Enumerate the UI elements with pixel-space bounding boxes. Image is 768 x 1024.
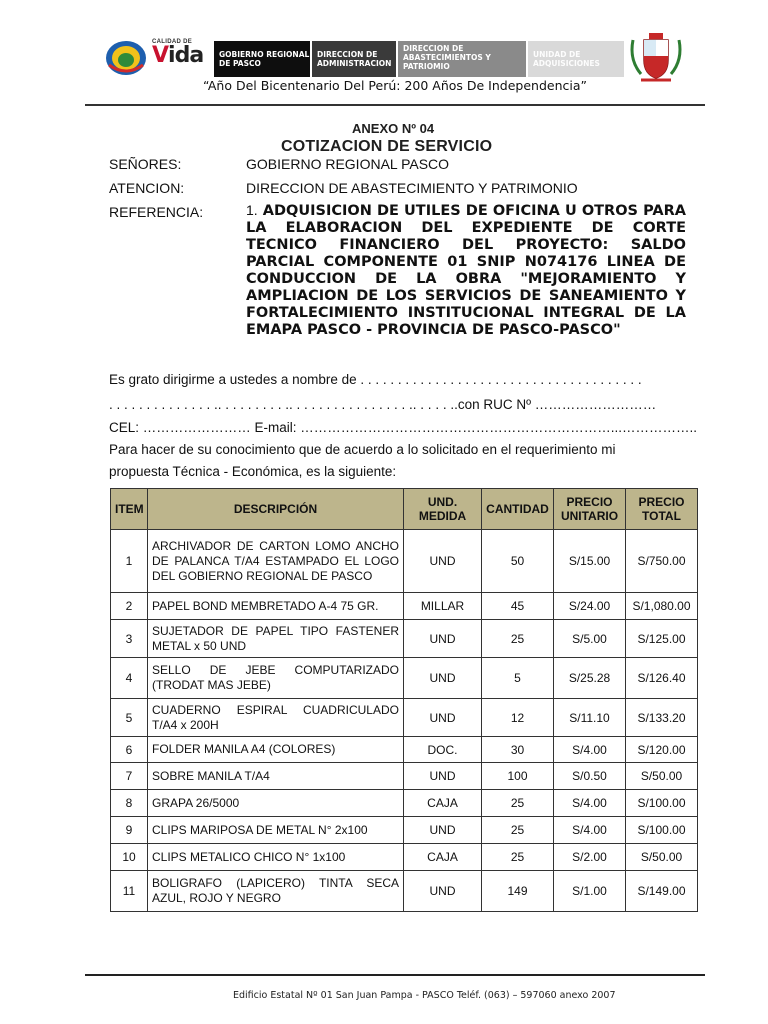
table-row — [111, 699, 698, 737]
vida-big-text — [152, 45, 210, 67]
cell-und: UND — [404, 530, 482, 593]
cell-item: 3 — [111, 620, 148, 658]
cell-item: 8 — [111, 790, 148, 817]
cell-pu: S/15.00 — [554, 530, 626, 593]
anexo-number: ANEXO Nº 04 — [352, 121, 435, 136]
table-row — [111, 790, 698, 817]
cell-pt: S/125.00 — [626, 620, 698, 658]
intro-line-5: propuesta Técnica - Económica, es la siguiente: — [109, 464, 397, 479]
cell-pt: S/1,080.00 — [626, 593, 698, 620]
cell-item: 11 — [111, 871, 148, 912]
cell-cant: 149 — [482, 871, 554, 912]
vida-v: V — [152, 43, 169, 68]
cell-cant: 50 — [482, 530, 554, 593]
cell-item: 10 — [111, 844, 148, 871]
table-row — [111, 737, 698, 763]
header-und-medida: UND. MEDIDA — [404, 489, 482, 530]
peru-coat-of-arms-icon — [627, 30, 685, 84]
senores-label: SEÑORES: — [109, 156, 182, 172]
referencia-text: ADQUISICION DE UTILES DE OFICINA U OTROS PARA LA ELABORACION DEL EXPEDIENTE DE CORTE TECNICO FINANCIERO DEL PROYECTO: SALDO PARCIAL COMPONENTE 01 SNIP N074176 LINEA DE CONDUCCION DE LA OBRA "MEJORAMIENTO Y AMPLIACION DE LOS SERVICIOS DE SANEAMIENTO Y FORTALECIMIENTO INSTITUCIONAL INTEGRAL DE LA EMAPA PASCO - PROVINCIA DE PASCO-PASCO" — [246, 203, 686, 338]
quotation-table — [110, 488, 698, 912]
header-item: ITEM — [111, 489, 148, 530]
cell-pu: S/1.00 — [554, 871, 626, 912]
cell-pt: S/100.00 — [626, 790, 698, 817]
cell-cant: 12 — [482, 699, 554, 737]
footer-divider — [85, 974, 705, 976]
senores-value: GOBIERNO REGIONAL PASCO — [246, 156, 450, 172]
letterhead — [0, 0, 768, 110]
cell-pu: S/4.00 — [554, 790, 626, 817]
cell-und: CAJA — [404, 844, 482, 871]
table-row — [111, 844, 698, 871]
footer-address: Edificio Estatal Nº 01 San Juan Pampa - PASCO Teléf. (063) – 597060 anexo 2007 — [233, 990, 616, 1001]
header-precio-total: PRECIO TOTAL — [626, 489, 698, 530]
cell-cant: 30 — [482, 737, 554, 763]
cell-item: 7 — [111, 763, 148, 790]
table-row — [111, 871, 698, 912]
cell-pt: S/126.40 — [626, 658, 698, 699]
cell-und: UND — [404, 658, 482, 699]
cell-pt: S/100.00 — [626, 817, 698, 844]
cell-pu: S/0.50 — [554, 763, 626, 790]
header-divider — [85, 104, 705, 106]
cell-desc: SELLO DE JEBE COMPUTARIZADO (TRODAT MAS JEBE) — [148, 658, 404, 699]
document-title: COTIZACION DE SERVICIO — [281, 138, 493, 155]
gobierno-regional-pasco-logo — [105, 39, 147, 77]
cell-desc: PAPEL BOND MEMBRETADO A-4 75 GR. — [148, 593, 404, 620]
cell-pt: S/133.20 — [626, 699, 698, 737]
cell-item: 5 — [111, 699, 148, 737]
header-descripcion: DESCRIPCIÓN — [148, 489, 404, 530]
table-header-row — [111, 489, 698, 530]
table-row — [111, 593, 698, 620]
referencia-number: 1. — [246, 202, 258, 218]
cell-und: UND — [404, 817, 482, 844]
intro-line-1: Es grato dirigirme a ustedes a nombre de . . . . . . . . . . . . . . . . . . . . . . . . . . . . . . . . . . . . . . — [109, 372, 642, 387]
cell-cant: 100 — [482, 763, 554, 790]
atencion-label: ATENCION: — [109, 180, 185, 196]
cell-pu: S/11.10 — [554, 699, 626, 737]
table-row — [111, 763, 698, 790]
cell-desc: SUJETADOR DE PAPEL TIPO FASTENER METAL x 50 UND — [148, 620, 404, 658]
cell-desc: ARCHIVADOR DE CARTON LOMO ANCHO DE PALANCA T/A4 ESTAMPADO EL LOGO DEL GOBIERNO REGIONAL DE PASCO — [148, 530, 404, 593]
cell-cant: 25 — [482, 817, 554, 844]
cell-cant: 25 — [482, 620, 554, 658]
table-row — [111, 817, 698, 844]
intro-line-3: CEL: …………………… E-mail: ……………………………………………………………...…………….. — [109, 420, 698, 435]
cell-pt: S/149.00 — [626, 871, 698, 912]
cell-desc: CUADERNO ESPIRAL CUADRICULADO T/A4 x 200H — [148, 699, 404, 737]
cell-cant: 25 — [482, 844, 554, 871]
band-unidad-adquisiciones: UNIDAD DE ADQUISICIONES — [528, 41, 624, 77]
cell-und: UND — [404, 620, 482, 658]
header-precio-unitario: PRECIO UNITARIO — [554, 489, 626, 530]
cell-item: 6 — [111, 737, 148, 763]
band-direccion-abastecimientos: DIRECCION DE ABASTECIMIENTOS Y PATRIOMIO — [398, 41, 526, 77]
cell-item: 4 — [111, 658, 148, 699]
intro-line-4: Para hacer de su conocimiento que de acuerdo a lo solicitado en el requerimiento mi — [109, 442, 616, 457]
vida-small-text: CALIDAD DE — [152, 39, 192, 45]
cell-pt: S/120.00 — [626, 737, 698, 763]
cell-pt: S/750.00 — [626, 530, 698, 593]
cell-pu: S/24.00 — [554, 593, 626, 620]
cell-cant: 5 — [482, 658, 554, 699]
cell-und: CAJA — [404, 790, 482, 817]
header-cantidad: CANTIDAD — [482, 489, 554, 530]
vida-rest: ida — [168, 43, 204, 68]
cell-pt: S/50.00 — [626, 763, 698, 790]
cell-cant: 25 — [482, 790, 554, 817]
cell-und: UND — [404, 699, 482, 737]
calidad-de-vida-logo — [152, 39, 210, 75]
referencia-label: REFERENCIA: — [109, 204, 204, 220]
cell-item: 2 — [111, 593, 148, 620]
cell-und: UND — [404, 763, 482, 790]
cell-cant: 45 — [482, 593, 554, 620]
cell-pu: S/2.00 — [554, 844, 626, 871]
cell-desc: GRAPA 26/5000 — [148, 790, 404, 817]
band-gobierno-regional: GOBIERNO REGIONAL DE PASCO — [214, 41, 310, 77]
table-row — [111, 658, 698, 699]
intro-line-2: . . . . . . . . . . . . . . .. . . . . . . . . .. . . . . . . . . . . . . . . . .. . . . . ..con RUC Nº ……………………… — [109, 397, 657, 412]
cell-pu: S/5.00 — [554, 620, 626, 658]
cell-desc: SOBRE MANILA T/A4 — [148, 763, 404, 790]
slogan: “Año Del Bicentenario Del Perú: 200 Años De Independencia” — [203, 78, 587, 93]
cell-pu: S/4.00 — [554, 737, 626, 763]
cell-pu: S/25.28 — [554, 658, 626, 699]
cell-item: 9 — [111, 817, 148, 844]
table-row — [111, 620, 698, 658]
cell-desc: CLIPS METALICO CHICO N° 1x100 — [148, 844, 404, 871]
band-direccion-administracion: DIRECCION DE ADMINISTRACION — [312, 41, 396, 77]
cell-desc: FOLDER MANILA A4 (COLORES) — [148, 737, 404, 763]
atencion-value: DIRECCION DE ABASTECIMIENTO Y PATRIMONIO — [246, 180, 578, 196]
cell-desc: BOLIGRAFO (LAPICERO) TINTA SECA AZUL, ROJO Y NEGRO — [148, 871, 404, 912]
table-row — [111, 530, 698, 593]
cell-item: 1 — [111, 530, 148, 593]
cell-pt: S/50.00 — [626, 844, 698, 871]
cell-desc: CLIPS MARIPOSA DE METAL N° 2x100 — [148, 817, 404, 844]
referencia-value — [246, 202, 686, 339]
cell-und: MILLAR — [404, 593, 482, 620]
cell-pu: S/4.00 — [554, 817, 626, 844]
cell-und: DOC. — [404, 737, 482, 763]
cell-und: UND — [404, 871, 482, 912]
